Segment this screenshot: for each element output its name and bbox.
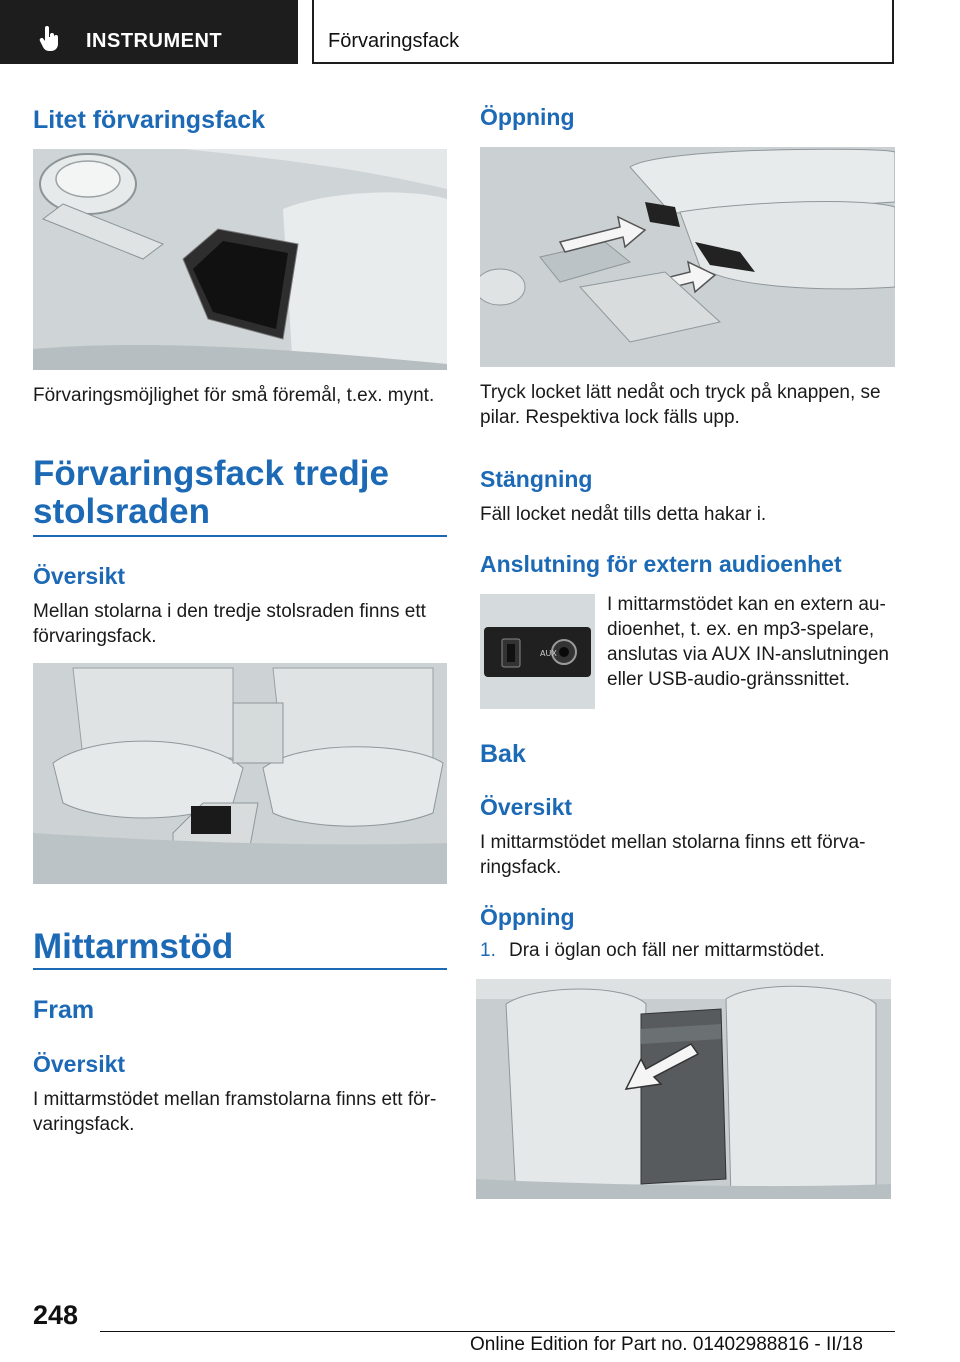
step-number: 1. — [480, 940, 496, 961]
svg-text:AUX: AUX — [540, 649, 557, 658]
front-overview-heading: Översikt — [33, 1051, 126, 1077]
aux-usb-port-illustration — [480, 594, 595, 709]
section-title: Förvaringsfack — [328, 30, 460, 52]
page-number: 248 — [33, 1300, 79, 1330]
front-overview-text: I mittarmstödet mellan framstolarna finns ett för- varingsfack. — [33, 1089, 437, 1135]
rear-overview-text: I mittarmstödet mellan stolarna finns ett förva- ringsfack. — [480, 832, 866, 878]
section-title-box — [312, 0, 894, 64]
opening-heading: Öppning — [480, 104, 575, 130]
footer-rule — [100, 1331, 895, 1332]
chapter-label: INSTRUMENT — [86, 30, 223, 52]
hand-pointer-icon — [38, 26, 62, 52]
armrest-heading: Mittarmstöd — [33, 927, 234, 966]
chapter-tab — [0, 0, 298, 64]
armrest-opening-illustration — [480, 147, 895, 367]
heading-rule — [33, 535, 447, 537]
closing-text: Fäll locket nedåt tills detta hakar i. — [480, 504, 767, 525]
small-compartment-caption: Förvaringsmöjlighet för små föremål, t.ex. mynt. — [33, 385, 435, 406]
audio-text: I mittarmstödet kan en extern au- dioenhet, t. ex. en mp3-spelare, anslutas via AUX IN-anslutningen eller USB-audio-gränssnittet. — [607, 594, 889, 690]
small-compartment-heading: Litet förvaringsfack — [33, 106, 266, 134]
front-heading: Fram — [33, 996, 95, 1024]
rear-heading: Bak — [480, 740, 526, 768]
rear-armrest-illustration — [476, 979, 891, 1199]
rear-opening-heading: Öppning — [480, 904, 575, 930]
closing-heading: Stängning — [480, 466, 593, 492]
third-row-seats-illustration — [33, 663, 447, 884]
opening-text: Tryck locket lätt nedåt och tryck på knappen, se pilar. Respektiva lock fälls upp. — [480, 382, 881, 428]
overview-heading: Översikt — [33, 563, 126, 589]
step-text: Dra i öglan och fäll ner mittarmstödet. — [509, 940, 825, 961]
edition-note: Online Edition for Part no. 01402988816 - II/18 — [470, 1334, 863, 1355]
rear-overview-heading: Översikt — [480, 794, 573, 820]
audio-heading: Anslutning för extern audioenhet — [480, 551, 842, 577]
third-row-heading: Förvaringsfack tredje stolsraden — [33, 454, 389, 531]
overview-text: Mellan stolarna i den tredje stolsraden finns ett förvaringsfack. — [33, 601, 426, 647]
small-compartment-illustration — [33, 149, 447, 370]
heading-rule — [33, 968, 447, 970]
